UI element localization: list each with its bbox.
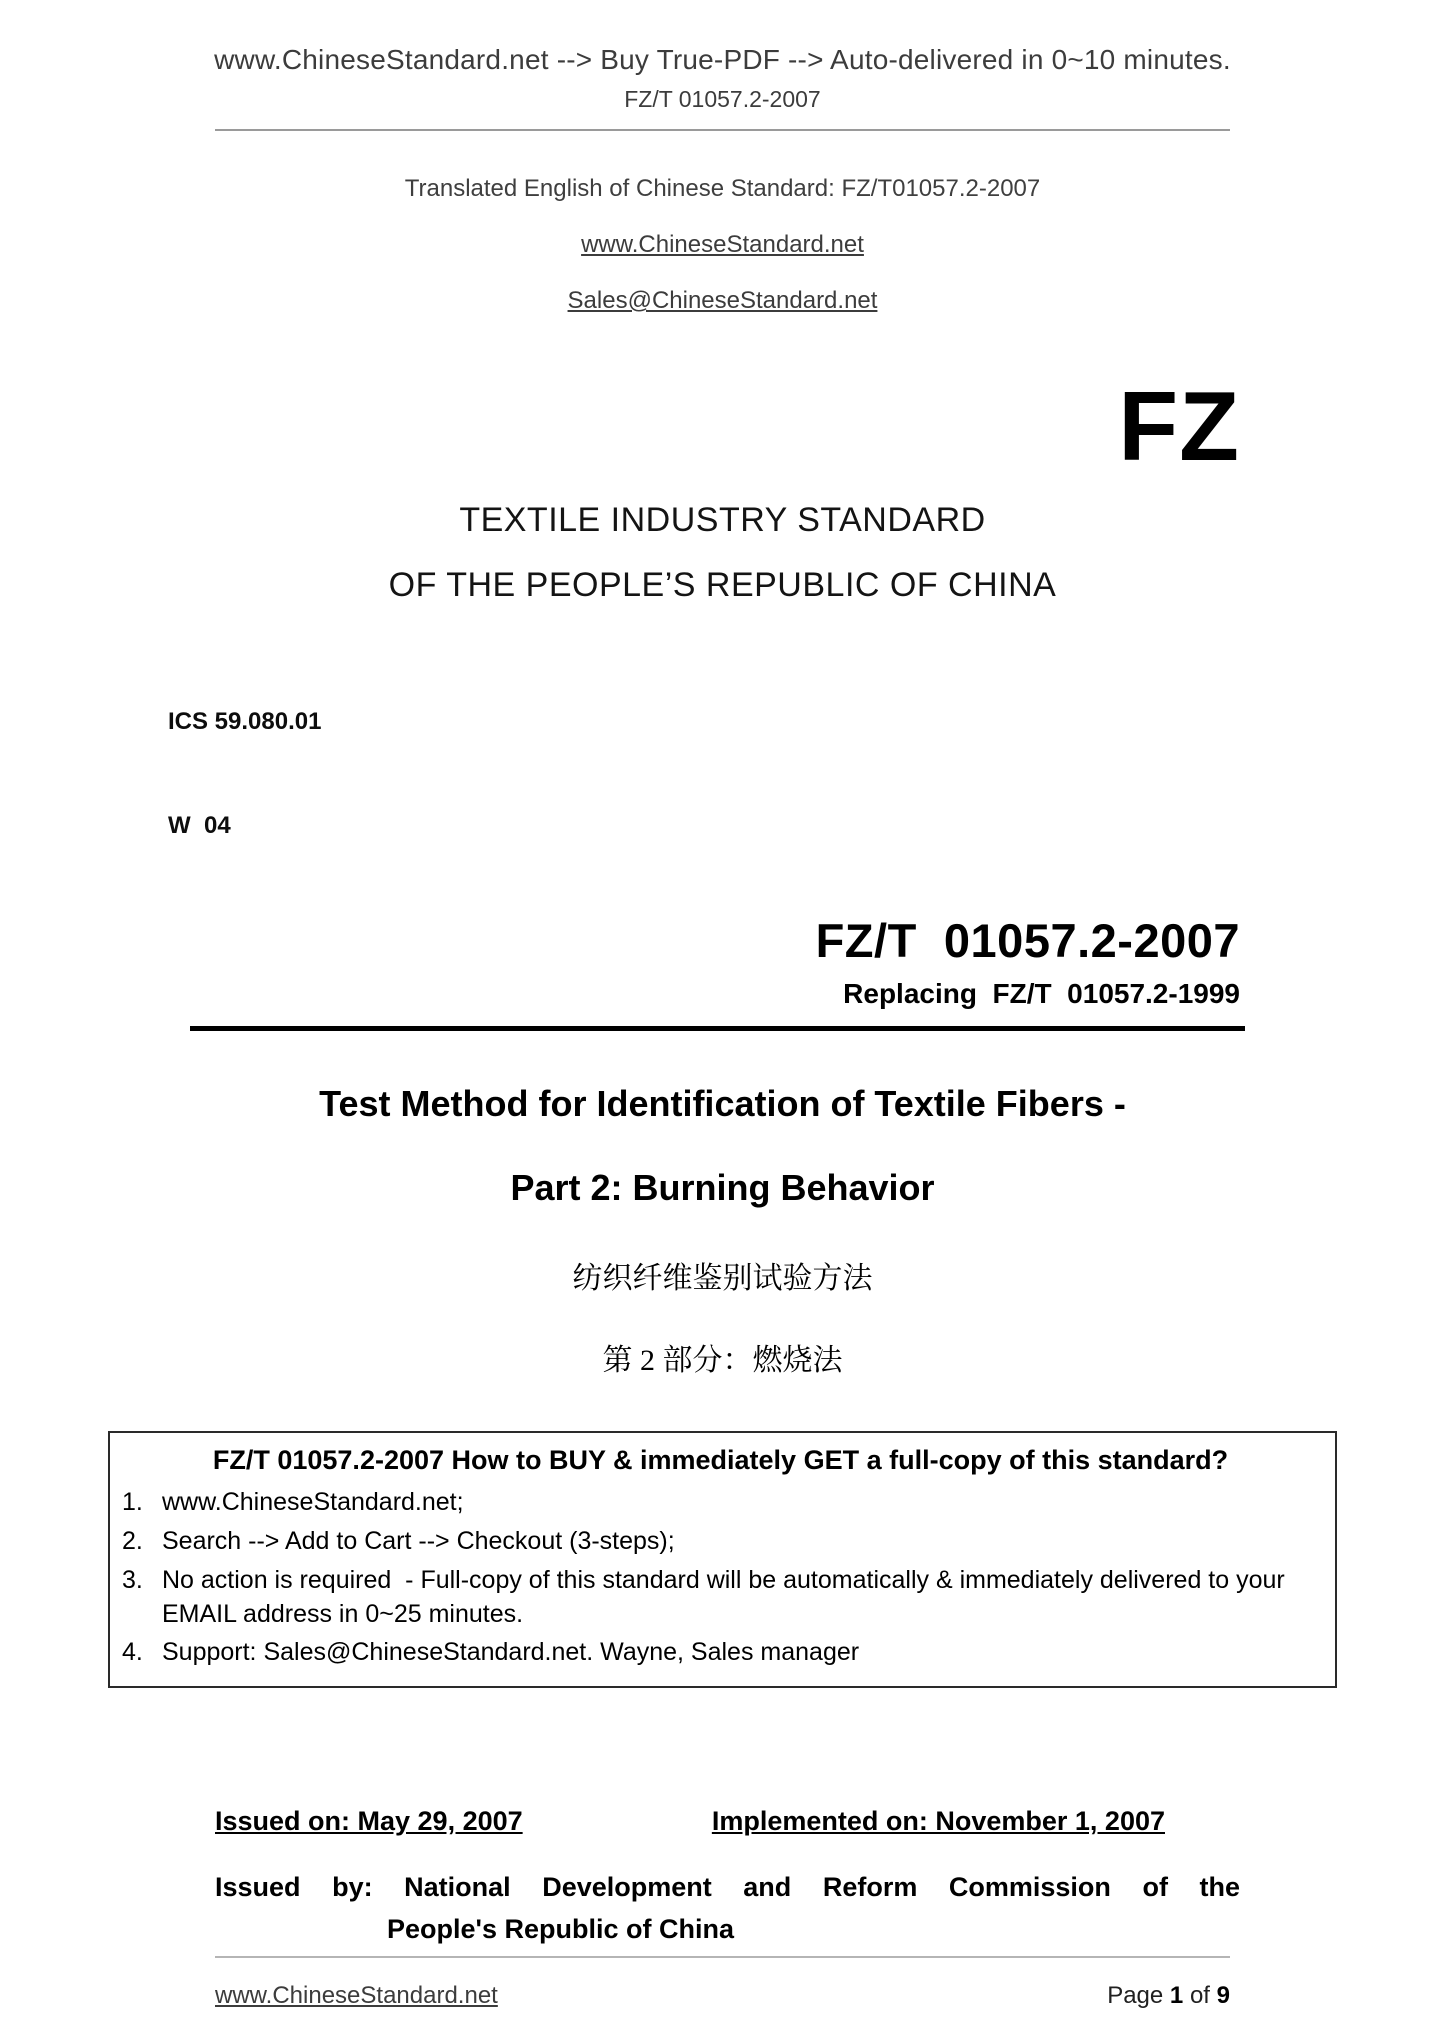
title-cn-line2: 第 2 部分：燃烧法 [602,1344,843,1378]
issued-on: Issued on: May 29, 2007 [215,1806,523,1837]
buy-box-item [122,1486,1319,1520]
meta-block [0,175,1445,315]
buy-box-item [122,1564,1319,1632]
footer [215,1956,1230,2010]
item-number: 1. [122,1488,143,1517]
item-text: Search --> Add to Cart --> Checkout (3-steps); [162,1527,675,1556]
site-link[interactable]: www.ChineseStandard.net [581,231,864,258]
email-link[interactable]: Sales@ChineseStandard.net [567,287,878,314]
header-divider [215,129,1230,131]
item-number: 2. [122,1527,143,1556]
header-banner-text: www.ChineseStandard.net --> Buy True-PDF --> Auto-delivered in 0~10 minutes. [214,44,1231,75]
header-standard-code: FZ/T 01057.2-2007 [624,86,821,112]
buy-box-heading: FZ/T 01057.2-2007 How to BUY & immediately GET a full-copy of this standard? [212,1445,1229,1476]
ics-code: ICS 59.080.01 [168,707,322,735]
translated-line: Translated English of Chinese Standard: FZ/T01057.2-2007 [404,175,1041,202]
issued-by-block [215,1867,1240,1951]
of-word: of [1183,1982,1217,2009]
item-text: Support: Sales@ChineseStandard.net. Wayne, Sales manager [162,1638,860,1667]
page-word: Page [1107,1982,1170,2009]
item-number: 4. [122,1638,143,1667]
implemented-on: Implemented on: November 1, 2007 [711,1806,1165,1837]
title-cn-line1: 纺织纤维鉴别试验方法 [572,1262,873,1296]
item-number: 3. [122,1565,143,1594]
ics-class: W 04 [168,811,231,839]
standard-org-line2: OF THE PEOPLE’S REPUBLIC OF CHINA [388,566,1057,604]
issued-by-line2: People's Republic of China [387,1913,734,1944]
title-divider [190,1026,1245,1031]
designation-block [0,913,1240,1010]
page-total: 9 [1216,1982,1230,2009]
footer-site-link[interactable]: www.ChineseStandard.net [215,1982,498,2009]
top-header [0,0,1445,113]
buy-box-item [122,1525,1319,1559]
fz-logo: FZ [1118,371,1240,481]
item-text: www.ChineseStandard.net; [162,1488,464,1517]
title-line1: Test Method for Identification of Textile Fibers - [319,1083,1126,1125]
footer-divider [215,1956,1230,1958]
item-text: No action is required - Full-copy of this standard will be automatically & immediately delivered to your EMAIL address in 0~25 minutes. [162,1565,1292,1628]
page-number: 1 [1169,1982,1184,2009]
buy-box-item [122,1636,1319,1670]
standard-org-line1: TEXTILE INDUSTRY STANDARD [459,501,986,539]
ics-block [168,635,1445,913]
issue-row [215,1806,1165,1837]
page-indicator [1107,1982,1230,2010]
buy-box [108,1431,1337,1688]
replacing-note: Replacing FZ/T 01057.2-1999 [843,978,1240,1010]
issued-by-line1: Issued by: National Development and Reform Commission of the [215,1872,1240,1903]
title-line2: Part 2: Burning Behavior [510,1167,935,1209]
standard-code: FZ/T 01057.2-2007 [815,914,1240,968]
